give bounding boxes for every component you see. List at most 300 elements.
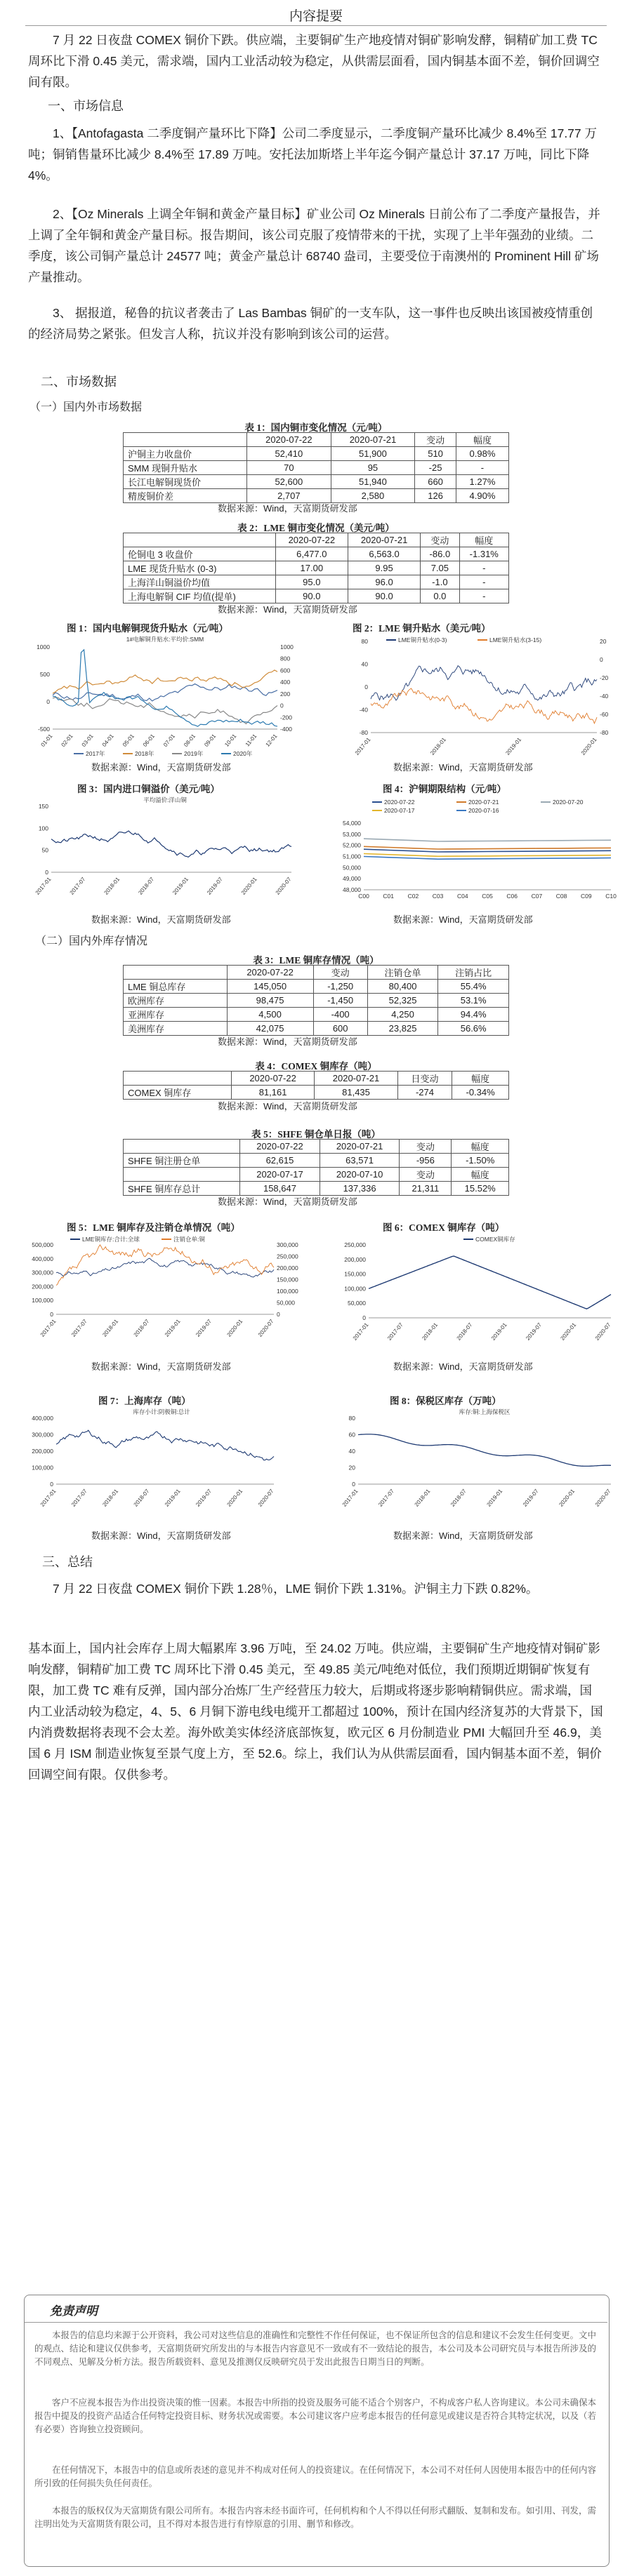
fig-8-caption: 图 8：保税区库存（万吨） [390,1396,501,1406]
table-header-cell: 幅度 [452,1140,509,1154]
table-1-source: 数据来源：Wind，天富期货研发部 [218,503,357,514]
table-row [124,547,509,561]
table-cell: -86.0 [421,547,459,561]
table-cell: 4,500 [227,1008,313,1022]
disclaimer-box [24,2295,610,2567]
fig-1-series-line [53,698,277,724]
y-right-tick-label: 800 [280,655,291,662]
fig-3-source: 数据来源：Wind，天富期货研发部 [91,914,231,925]
fig-1-series-line [53,684,277,701]
y-tick-label: 80 [348,1415,355,1422]
x-tick-label: 2017-01 [353,736,372,756]
table-cell: SMM 现铜升贴水 [124,461,247,475]
table-header-cell: 2020-07-17 [240,1168,320,1182]
table-header-cell: 2020-07-21 [348,533,420,547]
x-tick-label: 2018-01 [101,1318,120,1338]
x-tick-label: 2020-01 [239,876,258,896]
table-row [124,447,509,461]
table-cell: 9.95 [348,561,420,575]
table-5-caption: 表 5：SHFE 铜仓单日报（吨） [251,1129,381,1140]
table-cell: -956 [400,1154,452,1168]
fig-2-source: 数据来源：Wind，天富期货研发部 [393,762,533,773]
fig-7-series-line [56,1430,274,1460]
x-tick-label: 2020-07 [593,1488,612,1508]
table-cell: 52,600 [247,475,331,489]
table-cell: LME 现货升贴水 (0-3) [124,561,276,575]
y-tick-label: -500 [37,726,50,733]
x-tick-label: C05 [482,893,493,900]
y-tick-label: 250,000 [344,1241,366,1248]
x-tick-label: C01 [383,893,394,900]
x-tick-label: C07 [531,893,543,900]
table-cell: 600 [313,1022,367,1036]
table-1-caption: 表 1：国内铜市变化情况（元/吨） [244,422,388,433]
y-right-tick-label: 200,000 [277,1264,298,1272]
y-tick-label: 52,000 [343,841,361,849]
table-cell: 精废铜价差 [124,489,247,503]
table-header-cell: 幅度 [456,433,508,447]
table-cell: 70 [247,461,331,475]
table-header-cell: 2020-07-22 [227,966,313,980]
x-tick-label: 06-01 [141,733,156,748]
x-tick-label: 2020-07 [274,876,293,896]
y-tick-label: 100,000 [32,1464,53,1471]
y-tick-label: 500,000 [32,1241,53,1248]
y-tick-label: 500 [39,671,50,678]
x-tick-label: 05-01 [121,733,136,748]
table-cell: 126 [415,489,456,503]
table-cell: 21,311 [400,1182,452,1196]
table-cell: 亚洲库存 [124,1008,228,1022]
x-tick-label: 2019-01 [485,1488,504,1508]
y-tick-label: 0 [364,683,368,690]
y-tick-label: 1000 [37,643,50,650]
x-tick-label: 2017-07 [377,1488,395,1508]
table-cell: 2,707 [247,489,331,503]
fig-5-legend-label: 注销仓单:铜 [173,1236,205,1243]
table-header-cell: 2020-07-22 [247,433,331,447]
section-1-heading: 一、市场信息 [48,99,124,113]
fig-4-series-line [364,846,611,849]
y-right-tick-label: 200 [280,690,291,698]
fig-1-legend-label: 2017年 [86,750,105,757]
table-4-source: 数据来源：Wind，天富期货研发部 [218,1101,357,1112]
disclaimer-paragraph-2: 客户不应视本报告为作出投资决策的惟一因素。本报告中所指的投资及服务可能不适合个别客户，不构成客户私人咨询建议。本公司未确保本报告中提及的投资产品适合任何特定投资目标、财务状况或需要。本公司建议客户应考虑本报告的任何意见或建议是否符合其特定状况，以及（若有必要）咨询独立投资顾问。 [34,2398,597,2434]
fig-6-comex-inventory-chart [330,1234,625,1356]
table-cell: 伦铜电 3 收盘价 [124,547,276,561]
table-cell: - [459,589,508,603]
table-cell: - [456,461,508,475]
table-header-cell [124,1140,240,1154]
table-5-source: 数据来源：Wind，天富期货研发部 [218,1196,357,1207]
table-cell: 94.4% [438,1008,509,1022]
disclaimer-paragraph-1: 本报告的信息均来源于公开资料，我公司对这些信息的准确性和完整性不作任何保证，也不保证所包含的信息和建议不会发生任何变更。文中的观点、结论和建议仅供参考，天富期货研究所发出的与本报告内容意见不一致或有不一致结论的报告，本公司及本公司研究员与本报告所涉及的不同观点、见解及分析方法。报告所载资料、意见及推测仅反映研究员于发出此报告日期当日的判断。 [34,2330,597,2367]
y-tick-label: -40 [359,706,368,714]
x-tick-label: 01-01 [39,733,54,748]
y-right-tick-label: 300,000 [277,1241,298,1248]
section-3-heading: 三、总结 [42,1555,93,1569]
table-header-cell: 幅度 [459,533,508,547]
x-tick-label: 07-01 [162,733,177,748]
x-tick-label: 2018-07 [132,1488,151,1508]
table-header-cell: 幅度 [452,1168,509,1182]
fig-8-bonded-inventory-chart [330,1407,625,1523]
fig-3-series-line [51,831,291,857]
table-header-cell: 变动 [400,1168,452,1182]
table-cell: 6,477.0 [275,547,348,561]
x-tick-label: 2019-07 [521,1488,540,1508]
x-tick-label: 2017-07 [386,1321,404,1342]
x-tick-label: 2018-01 [429,736,447,756]
x-tick-label: 2020-01 [559,1321,578,1342]
table-cell: 158,647 [240,1182,320,1196]
y-right-tick-label: 0 [277,1311,280,1318]
fig-4-series-line [364,849,611,852]
fig-3-import-premium-chart [25,795,305,907]
table-cell: 6,563.0 [348,547,420,561]
y-tick-label: 100,000 [32,1297,53,1304]
page-title: 内容提要 [289,9,343,24]
fig-4-series-line [364,854,611,857]
y-tick-label: 400,000 [32,1415,53,1422]
news-item-1: 1、【Antofagasta 二季度铜产量环比下降】公司二季度显示，二季度铜产量环比减少 8.4%至 17.77 万吨；铜销售量环比减少 8.4%至 17.89 万吨。安托法加斯塔上半年迄今铜产量总计 37.17 万吨，同比下降 4%。 [28,126,598,182]
x-tick-label: 2020-07 [256,1488,275,1508]
table-row [124,980,509,994]
table-cell: 63,571 [320,1154,400,1168]
y-tick-label: 51,000 [343,853,361,860]
table-cell: 上海洋山铜溢价均值 [124,575,276,589]
table-header-cell: 变动 [421,533,459,547]
table-cell: 55.4% [438,980,509,994]
table-cell: 4.90% [456,489,508,503]
fig-2-lme-spread-chart [344,634,625,757]
table-cell: LME 铜总库存 [124,980,228,994]
domestic-copper-table [123,432,509,503]
y-right-tick-label: 600 [280,667,291,674]
x-tick-label: 11-01 [244,733,258,748]
table-row [124,1086,509,1100]
table-cell: 53.1% [438,994,509,1008]
x-tick-label: 2019-07 [195,1488,213,1508]
x-tick-label: 09-01 [203,733,218,748]
table-cell: COMEX 铜库存 [124,1086,232,1100]
y-tick-label: 150 [38,803,48,810]
x-tick-label: 2019-01 [489,1321,508,1342]
table-row [124,1154,509,1168]
fig-8-series-line [358,1434,611,1466]
table-cell: 17.00 [275,561,348,575]
fig-2-legend-label: LME铜升贴水(3-15) [489,636,542,643]
x-tick-label: C03 [432,893,444,900]
table-row [124,1008,509,1022]
y-tick-label: 0 [352,1481,355,1488]
fig-1-spot-premium-chart [25,634,305,757]
table-header-row [124,1168,509,1182]
table-header-row [124,1072,509,1086]
table-header-cell: 2020-07-21 [331,433,415,447]
section-2a-heading: （一）国内外市场数据 [29,401,143,413]
y-tick-label: 0 [362,1314,366,1321]
conclusion-paragraph-2: 基本面上，国内社会库存上周大幅累库 3.96 万吨，至 24.02 万吨。供应端，主要铜矿生产地疫情对铜矿影响发酵，铜精矿加工费 TC 周环比下滑 0.45 美元，至 49.85 美元/吨绝对低位，我们预期近期铜矿恢复有限，加工费 TC 难有反弹，国内部分冶炼厂生产经营压力较大，后期或将逐步影响精铜供应。需求端，国内工业活动较为稳定，4、5、6 月铜下游电线电缆开工都超过 100%，预计在国内经济复苏的大背景下，国内消费数据将表现不会太差。海外欧美实体经济底部恢复，欧元区 6 月份制造业 PMI 大幅回升至 46.9，美国 6 月 ISM 制造业恢复至景气度上方，至 52.6。综上，我们认为从供需层面看，国内铜基本面不差，铜价回调空间有限。仅供参考。 [28,1641,603,1782]
disclaimer-paragraph-4: 本报告的版权仅为天富期货有限公司所有。本报告内容未经书面许可，任何机构和个人不得以任何形式翻版、复制和发布。如引用、刊发，需注明出处为天富期货有限公司，且不得对本报告进行有悖原意的引用、删节和修改。 [34,2506,597,2529]
table-cell: 56.6% [438,1022,509,1036]
table-4-caption: 表 4：COMEX 铜库存（吨） [255,1061,377,1072]
section-2b-heading: （二）国内外库存情况 [35,935,148,947]
table-cell: -1.50% [452,1154,509,1168]
table-2-source: 数据来源：Wind，天富期货研发部 [218,604,357,615]
fig-8-inner-title: 库存:铜:上海保税区 [459,1408,511,1415]
fig-1-series-line [53,650,277,726]
fig-2-series-line [371,688,597,723]
y-right-tick-label: -40 [600,693,609,700]
y-tick-label: 20 [348,1464,355,1471]
table-cell: 137,336 [320,1182,400,1196]
y-tick-label: 48,000 [343,886,361,893]
fig-8-source: 数据来源：Wind，天富期货研发部 [393,1530,533,1541]
table-cell: 0.98% [456,447,508,461]
table-cell: 90.0 [275,589,348,603]
table-row [124,461,509,475]
y-tick-label: 40 [361,660,368,668]
x-tick-label: 2018-07 [132,1318,151,1338]
table-cell: 62,615 [240,1154,320,1168]
fig-4-caption: 图 4：沪铜期限结构（元/吨） [383,784,506,794]
table-cell: 沪铜主力收盘价 [124,447,247,461]
table-cell: 欧洲库存 [124,994,228,1008]
y-tick-label: 100,000 [344,1285,366,1293]
table-header-cell [124,533,276,547]
table-header-cell: 2020-07-21 [315,1072,397,1086]
table-header-cell [124,1168,240,1182]
x-tick-label: 2017-01 [341,1488,360,1508]
table-header-row [124,433,509,447]
fig-6-source: 数据来源：Wind，天富期货研发部 [393,1361,533,1372]
x-tick-label: 2017-07 [70,1488,88,1508]
y-tick-label: 50 [41,846,48,854]
y-right-tick-label: -400 [280,726,293,733]
table-cell: 145,050 [227,980,313,994]
table-header-row [124,533,509,547]
x-tick-label: 2017-01 [39,1318,58,1338]
table-cell: 52,325 [367,994,438,1008]
table-cell: -1.0 [421,575,459,589]
fig-4-legend-label: 2020-07-16 [468,807,499,814]
y-tick-label: 80 [361,638,368,645]
table-header-cell: 2020-07-22 [240,1140,320,1154]
x-tick-label: 12-01 [264,733,279,748]
fig-1-legend-label: 2019年 [184,750,204,757]
fig-6-series-line [369,1256,611,1309]
y-tick-label: 0 [46,698,50,705]
y-tick-label: 53,000 [343,830,361,838]
table-cell: 51,900 [331,447,415,461]
table-cell: 1.27% [456,475,508,489]
table-cell: SHFE 铜注册仓单 [124,1154,240,1168]
y-right-tick-label: 50,000 [277,1299,295,1307]
fig-6-caption: 图 6：COMEX 铜库存（吨） [383,1222,505,1233]
y-tick-label: 50,000 [348,1300,366,1307]
table-row [124,589,509,603]
fig-4-series-line [364,857,611,860]
x-tick-label: 2017-07 [68,876,87,896]
x-tick-label: C08 [555,893,567,900]
table-header-cell: 注销仓单 [367,966,438,980]
y-tick-label: 200,000 [32,1448,53,1455]
fig-7-source: 数据来源：Wind，天富期货研发部 [91,1530,231,1541]
table-row [124,561,509,575]
table-cell: 7.05 [421,561,459,575]
table-cell: 90.0 [348,589,420,603]
table-header-cell: 幅度 [452,1072,509,1086]
table-cell: 上海电解铜 CIF 均值(提单) [124,589,276,603]
y-right-tick-label: 0 [280,702,284,709]
y-right-tick-label: 1000 [280,643,294,650]
comex-inventory-table [123,1071,509,1100]
table-header-row [124,1140,509,1154]
fig-4-source: 数据来源：Wind，天富期货研发部 [393,914,533,925]
x-tick-label: 2019-07 [195,1318,213,1338]
table-header-row [124,966,509,980]
fig-5-legend-label: LME铜库存:合计:全球 [82,1236,140,1243]
fig-4-term-structure-chart [330,795,625,907]
x-tick-label: 2018-07 [449,1488,468,1508]
table-cell: -1,250 [313,980,367,994]
y-tick-label: 0 [50,1481,53,1488]
y-tick-label: 200,000 [32,1283,53,1290]
table-header-cell: 2020-07-10 [320,1168,400,1182]
x-tick-label: C09 [581,893,592,900]
fig-5-caption: 图 5：LME 铜库存及注销仓单情况（吨） [67,1222,240,1233]
y-right-tick-label: 250,000 [277,1253,298,1260]
fig-5-series-line [56,1245,274,1286]
fig-7-caption: 图 7：上海库存（吨） [98,1396,191,1406]
x-tick-label: 2017-01 [351,1321,370,1342]
x-tick-label: 2017-01 [34,876,53,896]
y-tick-label: 200,000 [344,1255,366,1263]
fig-2-series-line [371,666,597,700]
title-rule [25,25,607,26]
y-tick-label: 0 [45,869,48,876]
fig-4-legend-label: 2020-07-21 [468,799,499,806]
x-tick-label: 2018-01 [103,876,121,896]
x-tick-label: 2019-01 [163,1488,182,1508]
y-tick-label: 300,000 [32,1431,53,1439]
x-tick-label: 08-01 [183,733,197,748]
x-tick-label: 2019-01 [504,736,523,756]
table-cell: - [459,575,508,589]
table-row [124,475,509,489]
fig-1-source: 数据来源：Wind，天富期货研发部 [91,762,231,773]
table-cell: 95 [331,461,415,475]
table-cell: -274 [397,1086,452,1100]
table-cell: 80,400 [367,980,438,994]
x-tick-label: 2019-07 [206,876,224,896]
x-tick-label: C06 [506,893,518,900]
y-right-tick-label: -60 [600,711,609,718]
y-tick-label: 60 [348,1431,355,1439]
fig-1-legend-label: 2018年 [135,750,154,757]
table-cell: -400 [313,1008,367,1022]
x-tick-label: 04-01 [100,733,115,748]
table-header-cell: 日变动 [397,1072,452,1086]
disclaimer-rule [25,2322,607,2323]
y-tick-label: 100 [38,825,48,832]
x-tick-label: 2019-01 [171,876,190,896]
disclaimer-paragraph-3: 在任何情况下，本报告中的信息或所表述的意见并不构成对任何人的投资建议。在任何情况下，本公司不对任何人因使用本报告中的任何内容所引致的任何损失负任何责任。 [34,2465,597,2488]
y-tick-label: 54,000 [343,820,361,827]
y-right-tick-label: 100,000 [277,1288,298,1295]
table-3-source: 数据来源：Wind，天富期货研发部 [218,1036,357,1047]
section-2-heading: 二、市场数据 [41,375,117,389]
x-tick-label: C04 [457,893,468,900]
y-right-tick-label: -200 [280,714,293,721]
fig-4-legend-label: 2020-07-17 [384,807,415,814]
lme-inventory-table [123,965,509,1036]
fig-7-inner-title: 库存小计:阴极铜:总计 [133,1408,190,1415]
x-tick-label: 03-01 [80,733,95,748]
lme-copper-table [123,533,509,603]
table-cell: 51,940 [331,475,415,489]
table-header-cell [124,1072,232,1086]
x-tick-label: 2020-01 [225,1488,244,1508]
x-tick-label: 10-01 [223,733,238,748]
fig-1-legend-label: 2020年 [233,750,253,757]
y-right-tick-label: 20 [600,638,607,645]
x-tick-label: 2018-01 [101,1488,120,1508]
fig-4-legend-label: 2020-07-20 [553,799,584,806]
table-cell: 美洲库存 [124,1022,228,1036]
shfe-warrant-table [123,1139,509,1196]
x-tick-label: 2017-07 [70,1318,88,1338]
y-tick-label: 50,000 [343,864,361,872]
table-cell: 660 [415,475,456,489]
y-tick-label: 40 [348,1448,355,1455]
table-cell: 4,250 [367,1008,438,1022]
table-row [124,1182,509,1196]
x-tick-label: 2018-01 [413,1488,432,1508]
table-cell: 15.52% [452,1182,509,1196]
disclaimer-title: 免责声明 [50,2304,98,2318]
table-header-cell [124,966,228,980]
x-tick-label: C02 [407,893,419,900]
y-tick-label: 150,000 [344,1270,366,1278]
table-cell: 96.0 [348,575,420,589]
x-tick-label: 2020-07 [593,1321,612,1342]
x-tick-label: 2020-01 [579,736,598,756]
fig-3-inner-title: 平均溢价:洋山铜 [143,796,187,803]
table-cell: -25 [415,461,456,475]
table-header-cell: 2020-07-21 [320,1140,400,1154]
x-tick-label: 2019-07 [525,1321,543,1342]
x-tick-label: 2020-07 [256,1318,275,1338]
table-row [124,1022,509,1036]
fig-1-inner-title: 1#电解铜升贴水:平均价:SMM [126,636,204,643]
y-right-tick-label: -20 [600,674,609,681]
table-cell: 510 [415,447,456,461]
table-2-caption: 表 2：LME 铜市变化情况（美元/吨） [237,523,395,533]
x-tick-label: 2018-07 [455,1321,474,1342]
x-tick-label: 2017-01 [39,1488,58,1508]
table-header-cell: 变动 [400,1140,452,1154]
table-cell: 0.0 [421,589,459,603]
y-tick-label: -80 [359,729,368,736]
table-cell: 23,825 [367,1022,438,1036]
table-cell: -1,450 [313,994,367,1008]
table-header-cell: 2020-07-22 [231,1072,314,1086]
fig-6-legend-label: COMEX铜库存 [475,1236,515,1243]
x-tick-label: 2018-07 [137,876,156,896]
fig-2-caption: 图 2：LME 铜升贴水（美元/吨） [353,623,491,634]
